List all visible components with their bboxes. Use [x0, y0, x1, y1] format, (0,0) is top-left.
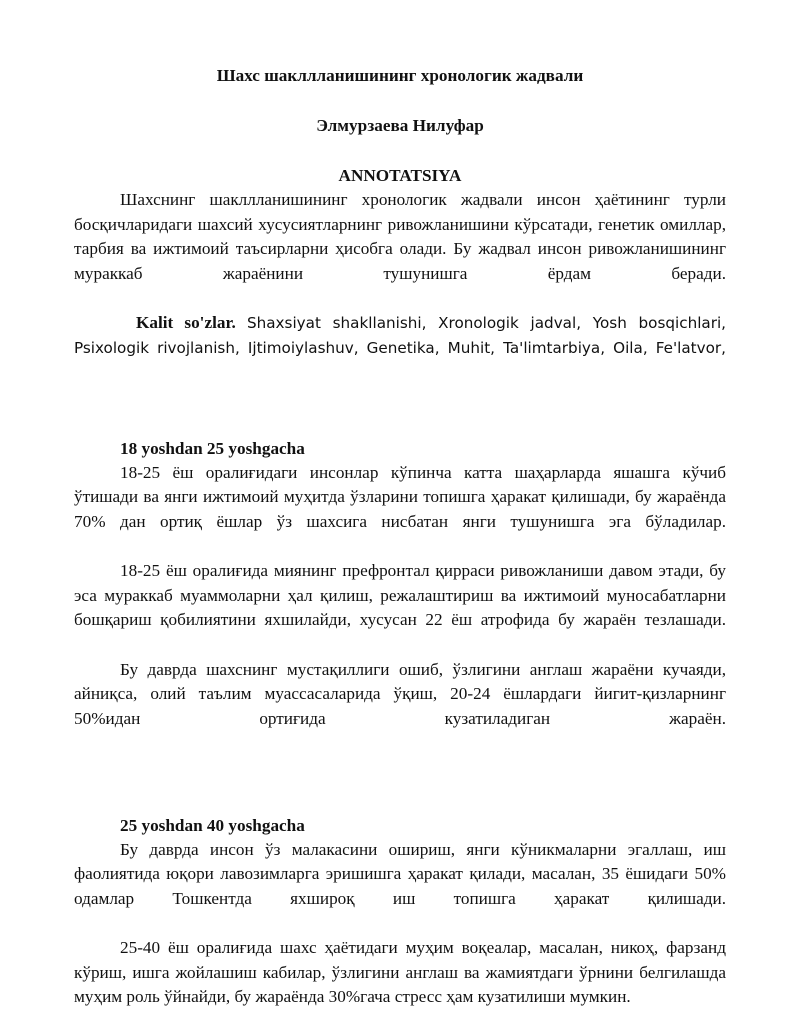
- annotation-paragraph: Шахснинг шакллланишининг хронологик жадвали инсон ҳаётининг турли босқичларидаги шахсий хусусиятларнинг ривожланишини кўрсатади, генетик омиллар, тарбия ва ижтимоий таъсирларни ҳисобга олади. Бу жадвал инсон ривожланишининг мураккаб жараёнини тушунишга ёрдам беради.: [74, 190, 726, 283]
- section-paragraph: 18-25 ёш оралиғидаги инсонлар кўпинча катта шаҳарларда яшашга кўчиб ўтишади ва янги ижтимоий муҳитда ўзларини топишга ҳаракат қилишади, бу жараёнда 70% дан ортиқ ёшлар ўз шахсига нисбатан янги тушунишга эга бўладилар.: [74, 462, 726, 531]
- keywords-list: Shaxsiyat shakllanishi, Xronologik jadval, Yosh bosqichlari, Psixologik rivojlanish, Ijtimoiylashuv, Genetika, Muhit, Ta'limtarbiya, Oila, Fe'latvor,: [74, 313, 727, 357]
- annotation-heading: ANNOTATSIYA: [338, 166, 462, 185]
- section-heading-18-25: 18 yoshdan 25 yoshgacha: [120, 438, 305, 458]
- section-paragraph: 25-40 ёш оралиғида шахс ҳаётидаги муҳим воқеалар, масалан, никоҳ, фарзанд кўриш, ишга жойлашиш кабилар, ўзлигини англаш ва жамиятдаги ўрнини белгилашда муҳим роль ўйнайди, бу жараёнда 30%гача стресс ҳам кузатилиши мумкин.: [74, 938, 726, 1007]
- author-name: Элмурзаева Нилуфар: [316, 116, 484, 135]
- section-paragraph: 18-25 ёш оралиғида миянинг префронтал қирраси ривожланиши давом этади, бу эса мураккаб муаммоларни ҳал қилиш, режалаштириш ва ижтимоий муносабатларни бошқариш қобилиятини яхшилайди, хусусан 22 ёш атрофида бу жараён тезлашади.: [74, 561, 726, 630]
- keywords-paragraph: [74, 311, 726, 385]
- document-title: Шахс шакллланишининг хронологик жадвали: [216, 66, 584, 85]
- keywords-label: Kalit so'zlar.: [136, 312, 236, 332]
- section-heading-25-40: 25 yoshdan 40 yoshgacha: [120, 815, 305, 835]
- section-paragraph: Бу даврда инсон ўз малакасини ошириш, янги кўникмаларни эгаллаш, иш фаолиятида юқори лавозимларга эришишга ҳаракат қилади, масалан, 35 ёшидаги 50% одамлар Тошкентда яхшироқ иш топишга ҳаракат қилишади.: [74, 839, 726, 909]
- section-paragraph: Бу даврда шахснинг мустақиллиги ошиб, ўзлигини англаш жараёни кучаяди, айниқса, олий таълим муассасаларида ўқиш, 20-24 ёшлардаги йигит-қизларнинг 50%идан ортиғида кузатиладиган жараён.: [74, 659, 726, 728]
